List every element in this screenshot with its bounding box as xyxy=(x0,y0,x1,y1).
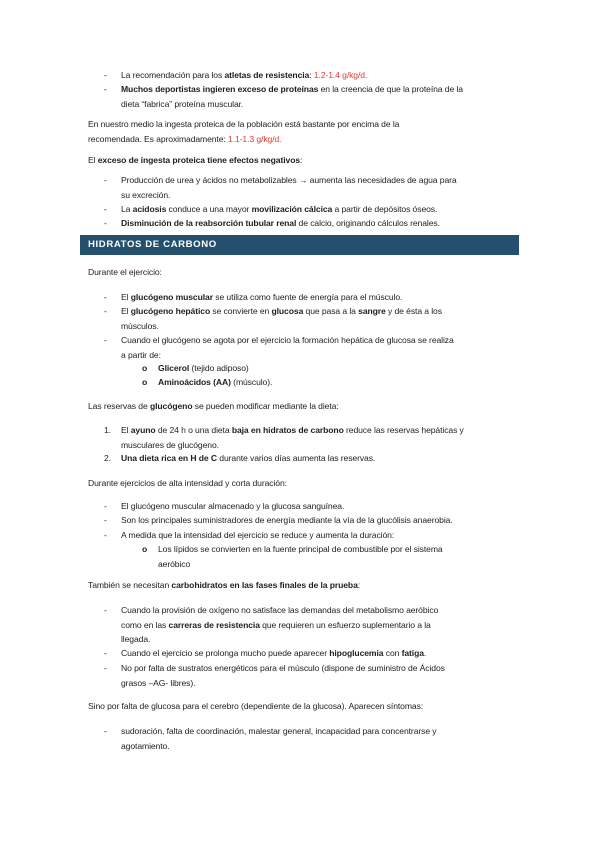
dash: - xyxy=(104,175,107,185)
list-item-text: Cuando el ejercicio se prolonga mucho puede aparecer hipoglucemia con fatiga. xyxy=(121,648,427,658)
numbered-item-text: El ayuno de 24 h o una dieta baja en hidratos de carbono reduce las reservas hepáticas y musculares de glucógeno. xyxy=(121,425,464,450)
list-item-text: Muchos deportistas ingieren exceso de proteínas en la creencia de que la proteína de la dieta “fabrica” proteína muscular. xyxy=(121,84,463,109)
dash: - xyxy=(104,306,107,316)
dash: - xyxy=(104,663,107,673)
list-item-text: Cuando el glucógeno se agota por el ejercicio la formación hepática de glucosa se realiza a partir de: xyxy=(121,335,454,360)
list-item-text: La acidosis conduce a una mayor movilización cálcica a partir de depósitos óseos. xyxy=(121,204,438,214)
bullet: o xyxy=(142,363,148,373)
dash: - xyxy=(104,648,107,658)
dash: - xyxy=(104,530,107,540)
dash: - xyxy=(104,515,107,525)
sub-list-item-text: Glicerol (tejido adiposo) xyxy=(158,363,249,373)
bullet: o xyxy=(142,377,148,387)
list-item-text: Disminución de la reabsorción tubular renal de calcio, originando cálculos renales. xyxy=(121,218,440,228)
dash: - xyxy=(104,292,107,302)
sub-list-item-text: Aminoácidos (AA) (músculo). xyxy=(158,377,273,387)
paragraph-exceso: El exceso de ingesta proteica tiene efectos negativos: xyxy=(88,155,303,165)
dash: - xyxy=(104,218,107,228)
paragraph-alta-intensidad: Durante ejercicios de alta intensidad y corta duración: xyxy=(88,478,287,488)
list-item-text: El glucógeno hepático se convierte en glucosa que pasa a la sangre y de ésta a los músculos. xyxy=(121,306,442,331)
list-item-text: Cuando la provisión de oxígeno no satisface las demandas del metabolismo aeróbico como en las carreras de resistencia que requieren un esfuerzo suplementario a la llegada. xyxy=(121,605,439,644)
item-number: 2. xyxy=(104,453,111,463)
list-item-text: A medida que la intensidad del ejercicio se reduce y aumenta la duración: xyxy=(121,530,395,540)
paragraph-sino: Sino por falta de glucosa para el cerebro (dependiente de la glucosa). Aparecen síntomas: xyxy=(88,701,424,711)
dash: - xyxy=(104,726,107,736)
dash: - xyxy=(104,204,107,214)
bullet: o xyxy=(142,544,148,554)
list-item-text: La recomendación para los atletas de resistencia: 1.2-1.4 g/kg/d. xyxy=(121,70,368,80)
paragraph-tambien: También se necesitan carbohidratos en las fases finales de la prueba: xyxy=(88,580,361,590)
list-item-text: sudoración, falta de coordinación, malestar general, incapacidad para concentrarse y agotamiento. xyxy=(121,726,437,751)
list-item-text: Son los principales suministradores de energía mediante la vía de la glucólisis anaerobia. xyxy=(121,515,453,525)
dash: - xyxy=(104,605,107,615)
list-item-text: El glucógeno muscular se utiliza como fuente de energía para el músculo. xyxy=(121,292,403,302)
dash: - xyxy=(104,335,107,345)
section-header: HIDRATOS DE CARBONO xyxy=(80,235,519,255)
dash: - xyxy=(104,501,107,511)
paragraph-reservas: Las reservas de glucógeno se pueden modificar mediante la dieta: xyxy=(88,401,339,411)
list-item-text: El glucógeno muscular almacenado y la glucosa sanguínea. xyxy=(121,501,345,511)
paragraph-ingesta: En nuestro medio la ingesta proteica de la población está bastante por encima de la recomendada. Es aproximadamente: 1.1-1.3 g/kg/d. xyxy=(88,119,400,144)
list-item-text: No por falta de sustratos energéticos para el músculo (dispone de suministro de Ácidos grasos –AG- libres). xyxy=(121,663,445,688)
numbered-item-text: Una dieta rica en H de C durante varios días aumenta las reservas. xyxy=(121,453,376,463)
sub-list-item-text: Los lípidos se convierten en la fuente principal de combustible por el sistema aeróbico xyxy=(158,544,443,569)
paragraph-durante: Durante el ejercicio: xyxy=(88,267,162,277)
dash: - xyxy=(104,84,107,94)
item-number: 1. xyxy=(104,425,111,435)
dash: - xyxy=(104,70,107,80)
list-item-text: Producción de urea y ácidos no metabolizables → aumenta las necesidades de agua para su excreción. xyxy=(121,175,457,200)
